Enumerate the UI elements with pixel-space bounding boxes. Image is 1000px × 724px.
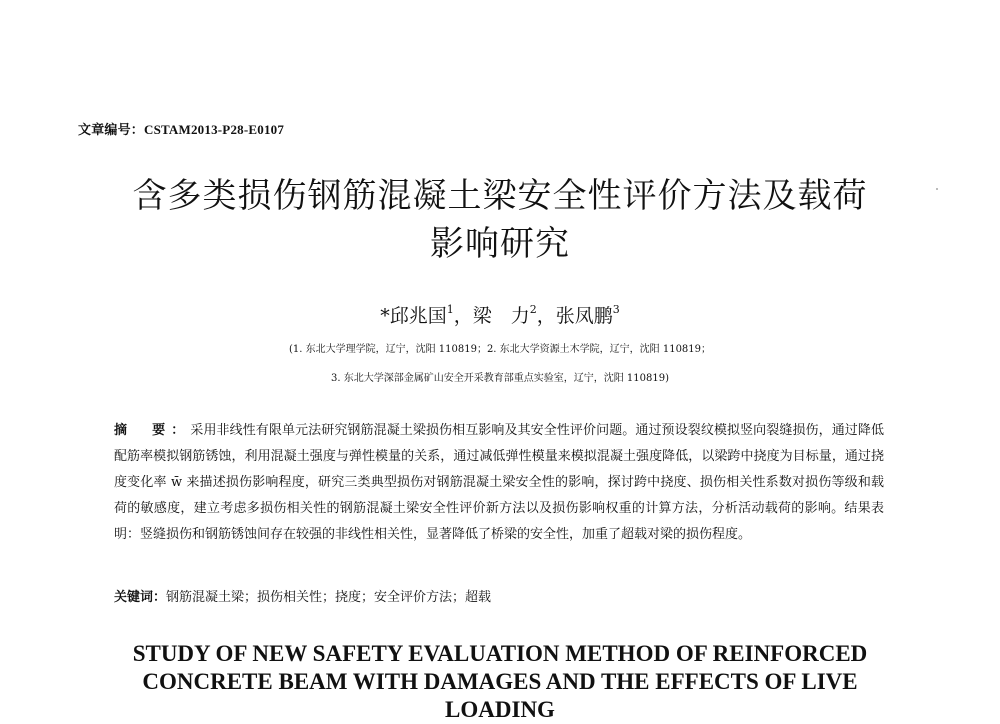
english-title-line-3: LOADING: [445, 697, 555, 722]
chinese-title: [60, 172, 940, 268]
author-separator: ，: [536, 305, 556, 327]
affiliation-line-2: 3. 东北大学深部金属矿山安全开采教育部重点实验室，辽宁，沈阳 110819): [331, 373, 669, 384]
english-title-line-1: STUDY OF NEW SAFETY EVALUATION METHOD OF REINFORCED: [132, 641, 868, 666]
author-1-name: *邱兆国: [380, 305, 447, 327]
keywords-text: 钢筋混凝土梁；损伤相关性；挠度；安全评价方法；超载: [166, 590, 492, 605]
keywords-label: 关键词：: [114, 590, 167, 605]
scan-artifact: [936, 188, 938, 190]
author-2-affiliation-mark: 2: [529, 303, 537, 316]
chinese-title-line-1: 含多类损伤钢筋混凝土梁安全性评价方法及载荷: [132, 176, 868, 216]
author-3-name: 张凤鹏: [555, 305, 613, 327]
abstract: [114, 418, 884, 548]
chinese-title-line-2: 影响研究: [430, 224, 570, 264]
author-list: [100, 297, 900, 329]
english-title: [60, 640, 940, 724]
author-separator: ，: [453, 305, 473, 327]
english-title-line-2: CONCRETE BEAM WITH DAMAGES AND THE EFFECTS OF LIVE: [142, 669, 858, 694]
abstract-label: 摘 要：: [114, 423, 191, 438]
author-1-affiliation-mark: 1: [446, 303, 454, 316]
article-id: 文章编号：CSTAM2013-P28-E0107: [78, 122, 285, 137]
affiliation-line-1: (1. 东北大学理学院，辽宁，沈阳 110819；2. 东北大学资源土木学院，辽宁，沈阳 110819；: [288, 344, 712, 355]
abstract-text: 采用非线性有限单元法研究钢筋混凝土梁损伤相互影响及其安全性评价问题。通过预设裂纹模拟竖向裂缝损伤，通过降低配筋率模拟钢筋锈蚀，利用混凝土强度与弹性模量的关系，通过减低弹性模量来模拟混凝土强度降低，以梁跨中挠度为目标量，通过挠度变化率 w̄ 来描述损伤影响程度，研究三类典型损伤对钢筋混凝土梁安全性的影响，探讨跨中挠度、损伤相关性系数对损伤等级和载荷的敏感度，建立考虑多损伤相关性的钢筋混凝土梁安全性评价新方法以及损伤影响权重的计算方法，分析活动载荷的影响。结果表明：竖缝损伤和钢筋锈蚀间存在较强的非线性相关性，显著降低了桥梁的安全性，加重了超载对梁的损伤程度。: [114, 423, 884, 542]
author-2-name: 梁 力: [472, 305, 530, 327]
author-3-affiliation-mark: 3: [612, 303, 620, 316]
keywords: [114, 587, 884, 609]
